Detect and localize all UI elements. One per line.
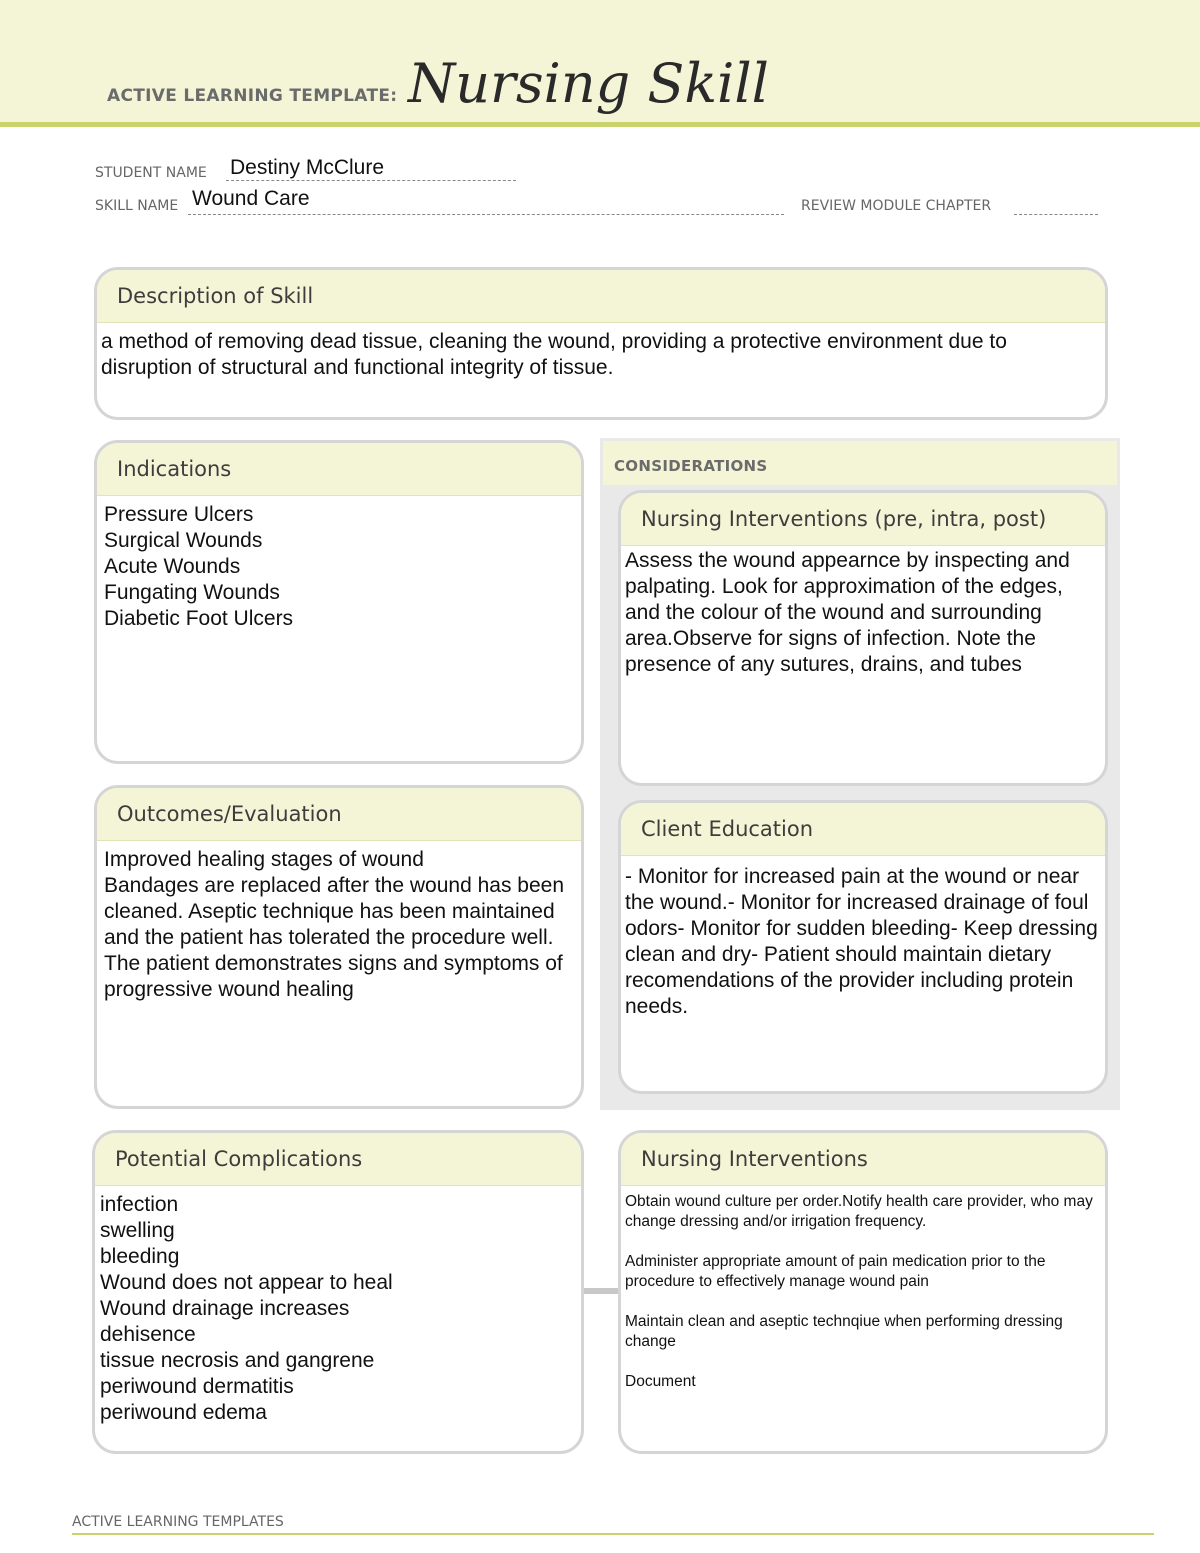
outcomes-heading: Outcomes/Evaluation bbox=[97, 788, 581, 841]
nursing-interventions-pip-heading: Nursing Interventions (pre, intra, post) bbox=[621, 493, 1105, 546]
outcomes-text[interactable]: Improved healing stages of wound Bandages are replaced after the wound has been cleaned. Aseptic technique has been maintained and the patient has tolerated the procedure well. The patient demonstrates signs and symptoms of progressive wound healing bbox=[104, 848, 565, 1001]
indications-box bbox=[94, 440, 584, 764]
indications-text[interactable]: Pressure Ulcers Surgical Wounds Acute Wounds Fungating Wounds Diabetic Foot Ulcers bbox=[104, 503, 294, 630]
footer-text: ACTIVE LEARNING TEMPLATES bbox=[72, 1514, 284, 1530]
nursing-interventions-box bbox=[618, 1130, 1108, 1454]
skill-name-label: SKILL NAME bbox=[95, 198, 179, 214]
student-name-line bbox=[226, 180, 516, 181]
student-name-field[interactable]: Destiny McClure bbox=[230, 156, 385, 179]
client-education-text[interactable]: - Monitor for increased pain at the wound or near the wound.- Monitor for increased drainage of foul odors- Monitor for sudden bleeding- Keep dressing clean and dry- Patient should maintain dietary recomendations of the provider including protein needs. bbox=[625, 865, 1098, 1018]
considerations-label: CONSIDERATIONS bbox=[614, 457, 768, 475]
indications-heading: Indications bbox=[97, 443, 581, 496]
client-education-box bbox=[618, 800, 1108, 1094]
description-text[interactable]: a method of removing dead tissue, cleaning the wound, providing a protective environment due to disruption of structural and functional integrity of tissue. bbox=[101, 330, 1007, 379]
nursing-interventions-text[interactable]: Obtain wound culture per order.Notify health care provider, who may change dressing and/or irrigation frequency. Administer appropriate amount of pain medication prior to the procedure to effectively manage wound pain Maintain clean and aseptic technqiue when performing dressing change Document bbox=[625, 1193, 1093, 1390]
outcomes-box bbox=[94, 785, 584, 1109]
nursing-interventions-pip-text[interactable]: Assess the wound appearnce by inspecting and palpating. Look for approximation of the edges, and the colour of the wound and surrounding area.Observe for signs of infection. Note the presence of any sutures, drains, and tubes bbox=[625, 549, 1070, 676]
student-name-label: STUDENT NAME bbox=[95, 165, 207, 181]
description-box bbox=[94, 267, 1108, 420]
review-module-field[interactable] bbox=[1014, 214, 1098, 215]
complications-box bbox=[92, 1130, 584, 1454]
template-label: ACTIVE LEARNING TEMPLATE: bbox=[107, 86, 398, 106]
nursing-interventions-heading: Nursing Interventions bbox=[621, 1133, 1105, 1186]
footer-rule bbox=[72, 1533, 1154, 1535]
complications-heading: Potential Complications bbox=[95, 1133, 581, 1186]
complications-text[interactable]: infection swelling bleeding Wound does not appear to heal Wound drainage increases dehisence tissue necrosis and gangrene periwound dermatitis periwound edema bbox=[100, 1193, 393, 1424]
page-title: Nursing Skill bbox=[408, 52, 769, 115]
skill-name-field[interactable]: Wound Care bbox=[192, 187, 310, 210]
description-heading: Description of Skill bbox=[97, 270, 1105, 323]
skill-name-line bbox=[188, 214, 784, 215]
review-module-label: REVIEW MODULE CHAPTER bbox=[801, 198, 992, 214]
header-rule bbox=[0, 122, 1200, 127]
nursing-interventions-pip-box bbox=[618, 490, 1108, 786]
client-education-heading: Client Education bbox=[621, 803, 1105, 856]
connector-bar bbox=[584, 1288, 620, 1294]
